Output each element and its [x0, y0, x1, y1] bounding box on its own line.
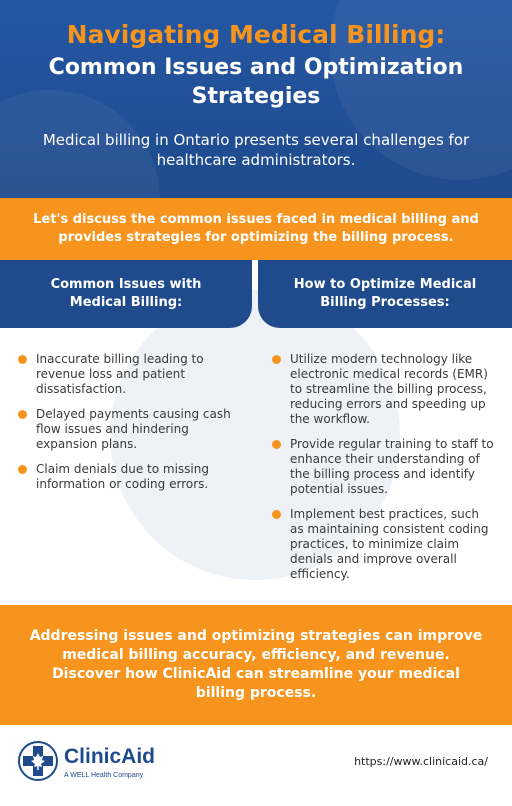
list-item-text: Implement best practices, such as maintaining consistent coding practices, to minimize claim denials and improve overall efficiency.	[290, 507, 489, 581]
optimize-list	[272, 352, 494, 592]
list-item	[272, 507, 494, 582]
list-item	[18, 407, 246, 452]
optimize-heading: How to Optimize Medical Billing Processes:	[293, 277, 477, 310]
brand-name: ClinicAid	[64, 745, 156, 768]
list-item	[18, 462, 246, 492]
bullet-dot-icon	[18, 355, 27, 364]
bullet-dot-icon	[18, 410, 27, 419]
page-title: Navigating Medical Billing:	[66, 20, 446, 49]
header-section	[0, 0, 512, 198]
list-item	[272, 437, 494, 497]
optimize-heading-box	[258, 260, 512, 328]
bullet-dot-icon	[272, 355, 281, 364]
list-item-text: Inaccurate billing leading to revenue loss and patient dissatisfaction.	[36, 352, 204, 396]
banner-text: Let's discuss the common issues faced in medical billing and provides strategies for optimizing the billing process.	[33, 212, 479, 245]
brand-tagline: A WELL Health Company	[64, 772, 144, 779]
maple-leaf-cross-icon	[18, 741, 58, 781]
brand-bar	[0, 725, 512, 806]
issues-list	[18, 352, 246, 502]
list-item	[18, 352, 246, 397]
list-item-text: Utilize modern technology like electronic medical records (EMR) to streamline the billing process, reducing errors and speeding up the workflow.	[290, 352, 488, 426]
page-subtitle: Common Issues and Optimization Strategies	[48, 55, 464, 109]
bullet-dot-icon	[272, 440, 281, 449]
list-item	[272, 352, 494, 427]
conclusion-text: Addressing issues and optimizing strategies can improve medical billing accuracy, efficiency, and revenue. Discover how ClinicAid can streamline your medical billing process.	[29, 628, 483, 701]
bullet-dot-icon	[272, 510, 281, 519]
issues-heading-box	[0, 260, 252, 328]
issues-heading: Common Issues with Medical Billing:	[50, 277, 202, 310]
bullet-dot-icon	[18, 465, 27, 474]
conclusion-band	[0, 605, 512, 725]
list-item-text: Provide regular training to staff to enhance their understanding of the billing process and identify potential issues.	[290, 437, 494, 496]
intro-text: Medical billing in Ontario presents several challenges for healthcare administrators.	[42, 131, 470, 169]
website-link[interactable]: https://www.clinicaid.ca/	[354, 755, 488, 768]
comparison-section	[0, 260, 512, 605]
discussion-banner	[0, 198, 512, 260]
list-item-text: Claim denials due to missing information or coding errors.	[36, 462, 209, 491]
list-item-text: Delayed payments causing cash flow issues and hindering expansion plans.	[36, 407, 231, 451]
